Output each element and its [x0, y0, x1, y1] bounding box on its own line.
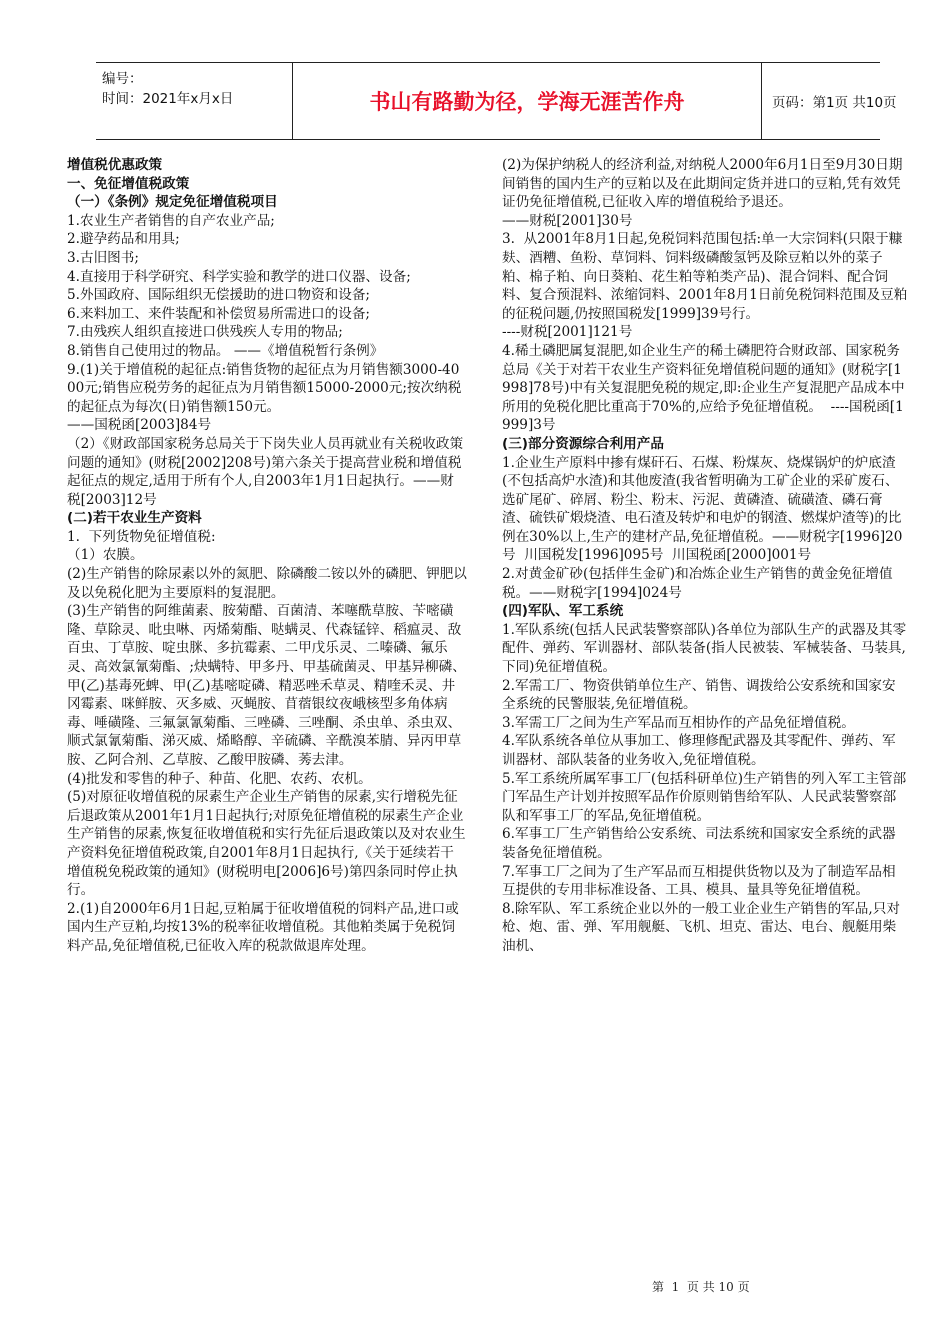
- paragraph: ——国税函[2003]84号: [67, 417, 212, 434]
- paragraph: 2.军需工厂、物资供销单位生产、销售、调拨给公安系统和国家安全系统的民警服装,免征增值税。: [502, 677, 896, 713]
- paragraph: 1.企业生产原料中掺有煤矸石、石煤、粉煤灰、烧煤锅炉的炉底渣(不包括高炉水渣)和其他废渣(我省暂明确为工矿企业的采矿废石、选矿尾矿、碎屑、粉尘、粉末、污泥、黄磷渣、硫磺渣、磷石膏渣、硫铁矿煅烧渣、电石渣及转炉和电炉的钢渣、燃煤炉渣等)的比例在30%以上,生产的建材产品,免征增值税。——财税字[1996]20号 川国税发[1996]095号 川国税函[2000]001号: [502, 454, 903, 564]
- paragraph: (3)生产销售的阿维菌素、胺菊醋、百菌清、苯噻酰草胺、苄嘧磺隆、草除灵、吡虫啉、丙烯菊酯、哒螨灵、代森锰锌、稻瘟灵、敌百虫、丁草胺、啶虫脒、多抗霉素、二甲戊乐灵、二嗪磷、氟乐灵、高效氯氰菊酯、;炔螨特、甲多丹、甲基硫菌灵、甲基异柳磷、甲(乙)基毒死蜱、甲(乙)基嘧啶磷、精恶唑禾草灵、精喹禾灵、井冈霉素、咪鲜胺、灭多威、灭蝇胺、苜蓿银纹夜峨核型多角体病毒、唾磺隆、三氟氯氰菊酯、三唑磷、三唑酮、杀虫单、杀虫双、顺式氯氰菊酯、涕灭威、烯略醇、辛硫磷、辛酰溴苯腈、异丙甲草胺、乙阿合剂、乙草胺、乙酸甲胺磷、莠去津。: [67, 603, 466, 768]
- paragraph: 3.古旧图书;: [67, 249, 139, 266]
- paragraph: 2.(1)自2000年6月1日起,豆粕属于征收增值税的饲料产品,进口或国内生产豆粕,均按13%的税率征收增值税。其他粕类属于免税饲料产品,免征增值税,已征收入库的税款做退库处理。: [67, 900, 459, 954]
- section-heading: 增值税优惠政策: [67, 157, 163, 173]
- paragraph: 6.来料加工、来件装配和补偿贸易所需进口的设备;: [67, 305, 371, 322]
- paragraph: 3.军需工厂之间为生产军品而互相协作的产品免征增值税。: [502, 714, 855, 731]
- paragraph: 7.军事工厂之间为了生产军品而互相提供货物以及为了制造军品相互提供的专用非标准设备、工具、模具、量具等免征增值税。: [502, 863, 896, 899]
- paragraph: 4.直接用于科学研究、科学实验和教学的进口仪器、设备;: [67, 268, 411, 285]
- section-heading: (二)若干农业生产资料: [67, 510, 202, 527]
- section-heading: (三)部分资源综合利用产品: [502, 435, 664, 452]
- section-heading: 一、免征增值税政策: [67, 175, 190, 192]
- paragraph: ——财税[2001]30号: [502, 212, 633, 229]
- right-column: [502, 156, 908, 956]
- paragraph: 1.农业生产者销售的自产农业产品;: [67, 212, 275, 229]
- paragraph: 4.军队系统各单位从事加工、修理修配武器及其零配件、弹药、军训器材、部队装备的业务收入,免征增值税。: [502, 733, 896, 768]
- paragraph: （1）农膜。: [67, 547, 144, 564]
- page-footer: 第 1 页 共 10 页: [652, 1280, 750, 1294]
- paragraph: 8.除军队、军工系统企业以外的一般工业企业生产销售的军品,只对枪、炮、雷、弹、军用舰艇、飞机、坦克、雷达、电台、舰艇用柴油机、: [502, 900, 900, 954]
- paragraph: 5.外国政府、国际组织无偿援助的进口物资和设备;: [67, 287, 371, 304]
- number-label: 编号：: [102, 71, 143, 87]
- paragraph: (5)对原征收增值税的尿素生产企业生产销售的尿素,实行增税先征后退政策从2001年1月1日起执行;对原免征增值税的尿素生产企业生产销售的尿素,恢复征收增值税和实行先征后退政策以及对农业生产资料免征增值税政策,自2001年8月1日起执行,《关于延续若干增值税免税政策的通知》(财税明电[2006]6号)第四条同时停止执行。: [67, 789, 466, 899]
- paragraph: 7.由残疾人组织直接进口供残疾人专用的物品;: [67, 324, 343, 341]
- paragraph: (4)批发和零售的种子、种苗、化肥、农药、农机。: [67, 770, 372, 787]
- paragraph: 4.稀土磷肥属复混肥,如企业生产的稀土磷肥符合财政部、国家税务总局《关于对若干农业生产资料征免增值税问题的通知》(财税字[1998]78号)中有关复混肥免税的规定,即:企业生产复混肥产品成本中所用的免税化肥比重高于70%的,应给予免征增值税。 ----国税函[1999]3号: [502, 342, 905, 434]
- paragraph: (2)为保护纳税人的经济利益,对纳税人2000年6月1日至9月30日期间销售的国内生产的豆粕以及在此期间定货并进口的豆粕,凭有效凭证仍免征增值税,已征收入库的增值税给予退还。: [502, 157, 903, 211]
- paragraph: 2.避孕药品和用具;: [67, 231, 180, 248]
- page-indicator: 页码：第1页 共10页: [772, 95, 897, 111]
- paragraph: 3. 从2001年8月1日起,免税饲料范围包括:单一大宗饲料(只限于糠麸、酒糟、鱼粉、草饲料、饲料级磷酸氢钙及除豆粕以外的菜子粕、棉子粕、向日葵粕、花生粕等粕类产品)、混合饲料、配合饲料、复合预混料、浓缩饲料、2001年8月1日前免税饲料范围及豆粕的征税问题,仍按照国税发[1999]39号行。: [502, 231, 908, 322]
- motto: 书山有路勤为径，学海无涯苦作舟: [292, 63, 762, 139]
- left-column: [67, 156, 467, 956]
- paragraph: 8.销售自己使用过的物品。 ——《增值税暂行条例》: [67, 342, 384, 359]
- paragraph: 5.军工系统所属军事工厂(包括科研单位)生产销售的列入军工主管部门军品生产计划并按照军品作价原则销售给军队、人民武装警察部队和军事工厂的军品,免征增值税。: [502, 770, 907, 824]
- paragraph: 6.军事工厂生产销售给公安系统、司法系统和国家安全系统的武器装备免征增值税。: [502, 826, 896, 861]
- section-heading: （一）《条例》规定免征增值税项目: [67, 194, 278, 211]
- header-meta: [96, 63, 292, 139]
- paragraph: 9.(1)关于增值税的起征点:销售货物的起征点为月销售额3000-4000元;销售应税劳务的起征点为月销售额15000-2000元;按次纳税的起征点为每次(日)销售额150元。: [67, 361, 462, 415]
- paragraph: ----财税[2001]121号: [502, 324, 633, 341]
- paragraph: (2)生产销售的除尿素以外的氮肥、除磷酸二铵以外的磷肥、钾肥以及以免税化肥为主要原料的复混肥。: [67, 566, 467, 601]
- paragraph: 1.军队系统(包括人民武装警察部队)各单位为部队生产的武器及其零配件、弹药、军训器材、部队装备(指人民被装、军械装备、马装具,下同)免征增值税。: [502, 621, 907, 676]
- paragraph: 1. 下列货物免征增值税:: [67, 528, 216, 545]
- paragraph: 2.对黄金矿砂(包括伴生金矿)和冶炼企业生产销售的黄金免征增值税。——财税字[1994]024号: [502, 566, 893, 601]
- document-header: [96, 62, 897, 140]
- section-heading: (四)军队、军工系统: [502, 603, 624, 620]
- paragraph: （2）《财政部国家税务总局关于下岗失业人员再就业有关税收政策问题的通知》(财税[2002]208号)第六条关于提高营业税和增值税起征点的规定,适用于所有个人,自2003年1月1日起执行。——财税[2003]12号: [67, 435, 464, 508]
- time-label: 时间：2021年x月x日: [102, 91, 234, 107]
